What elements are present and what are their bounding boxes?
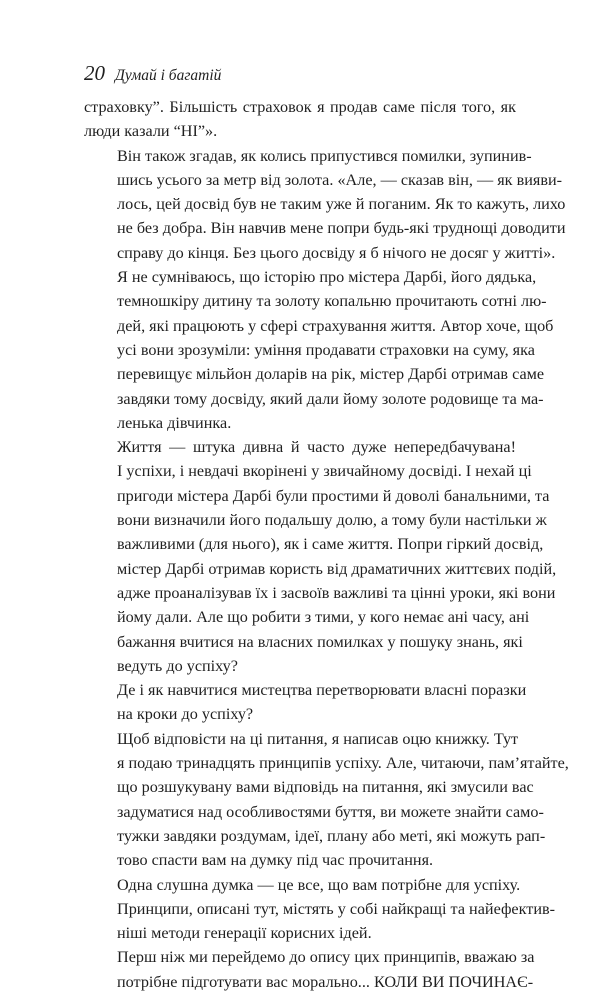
paragraph (84, 945, 535, 994)
paragraph (84, 727, 569, 873)
paragraph (84, 873, 556, 946)
text-line: Він також згадав, як колись припустився помилки, зупинив- (117, 146, 532, 165)
text-line: лось, цей досвід був не таким уже й поганим. Як то кажуть, лихо (117, 195, 566, 214)
text-line: люди казали “НІ”». (84, 122, 218, 141)
text-line: на кроки до успіху? (117, 705, 254, 724)
text-line: темношкіру дитину та золоту копальню прочитають сотні лю- (117, 292, 547, 311)
book-title: Думай і багатій (115, 67, 222, 84)
text-line: ніші методи генерації корисних ідей. (117, 924, 372, 943)
paragraph (84, 435, 557, 678)
text-line: пригоди містера Дарбі були простими й доволі банальними, та (117, 486, 550, 505)
text-line: шись усього за метр від золота. «Але, — сказав він, — як вияви- (117, 170, 563, 189)
text-line: я подаю тринадцять принципів успіху. Але, читаючи, пам’ятайте, (117, 754, 569, 773)
text-line: Де і як навчитися мистецтва перетворювати власні поразки (117, 681, 527, 700)
text-line: завдяки тому досвіду, який дали йому золоте родовище та ма- (117, 389, 544, 408)
paragraph (84, 144, 566, 265)
text-line: містер Дарбі отримав користь від драматичних життєвих подій, (117, 559, 557, 578)
text-line: потрібне підготувати вас морально... КОЛИ ВИ ПОЧИНАЄ- (117, 972, 534, 991)
text-line: Щоб відповісти на ці питання, я написав оцю книжку. Тут (117, 729, 519, 748)
paragraph (84, 265, 554, 435)
text-line: Одна слушна думка — це все, що вам потрібне для успіху. (117, 875, 521, 894)
text-line: вони визначили його подальшу долю, а тому були настільки ж (117, 511, 547, 530)
text-line: ленька дівчинка. (117, 413, 232, 432)
text-line: не без добра. Він навчив мене попри будь-які труднощі доводити (117, 219, 566, 238)
text-line: усі вони зрозуміли: уміння продавати страховки на суму, яка (117, 340, 535, 359)
paragraph (84, 95, 516, 144)
text-line: ведуть до успіху? (117, 656, 238, 675)
text-line: бажання вчитися на власних помилках у пошуку знань, які (117, 632, 523, 651)
text-line: адже проаналізував їх і засвоїв важливі та цінні уроки, які вони (117, 583, 556, 602)
text-line: І успіхи, і невдачі вкорінені у звичайному досвіді. І нехай ці (117, 462, 532, 481)
text-line: перевищує мільйон доларів на рік, містер Дарбі отримав саме (117, 365, 545, 384)
page-number: 20 (84, 61, 105, 85)
text-line: тужки завдяки роздумам, ідеї, плану або меті, які можуть рап- (117, 826, 546, 845)
text-line: Життя — штука дивна й часто дуже непередбачувана! (117, 438, 516, 457)
body-text (84, 95, 569, 994)
text-line: йому дали. Але що робити з тими, у кого немає ані часу, ані (117, 608, 530, 627)
text-line: задуматися над особливостями буття, ви можете знайти само- (117, 802, 544, 821)
text-line: важливими (для нього), як і саме життя. Попри гіркий досвід, (117, 535, 544, 554)
text-line: дей, які працюють у сфері страхування життя. Автор хоче, щоб (117, 316, 554, 335)
text-line: Принципи, описані тут, містять у собі найкращі та найефектив- (117, 899, 556, 918)
text-line: тово спасти вам на думку під час прочитання. (117, 851, 434, 870)
text-line: Перш ніж ми перейдемо до опису цих принципів, вважаю за (117, 948, 535, 967)
paragraph (84, 678, 527, 727)
text-line: страховку”. Більшість страховок я продав саме після того, як (84, 98, 516, 116)
text-line: Я не сумніваюсь, що історію про містера Дарбі, його дядька, (117, 268, 537, 287)
running-header (84, 61, 221, 86)
text-line: що розшукувану вами відповідь на питання, які змусили вас (117, 778, 534, 797)
text-line: справу до кінця. Без цього досвіду я б нічого не досяг у житті». (117, 243, 556, 262)
